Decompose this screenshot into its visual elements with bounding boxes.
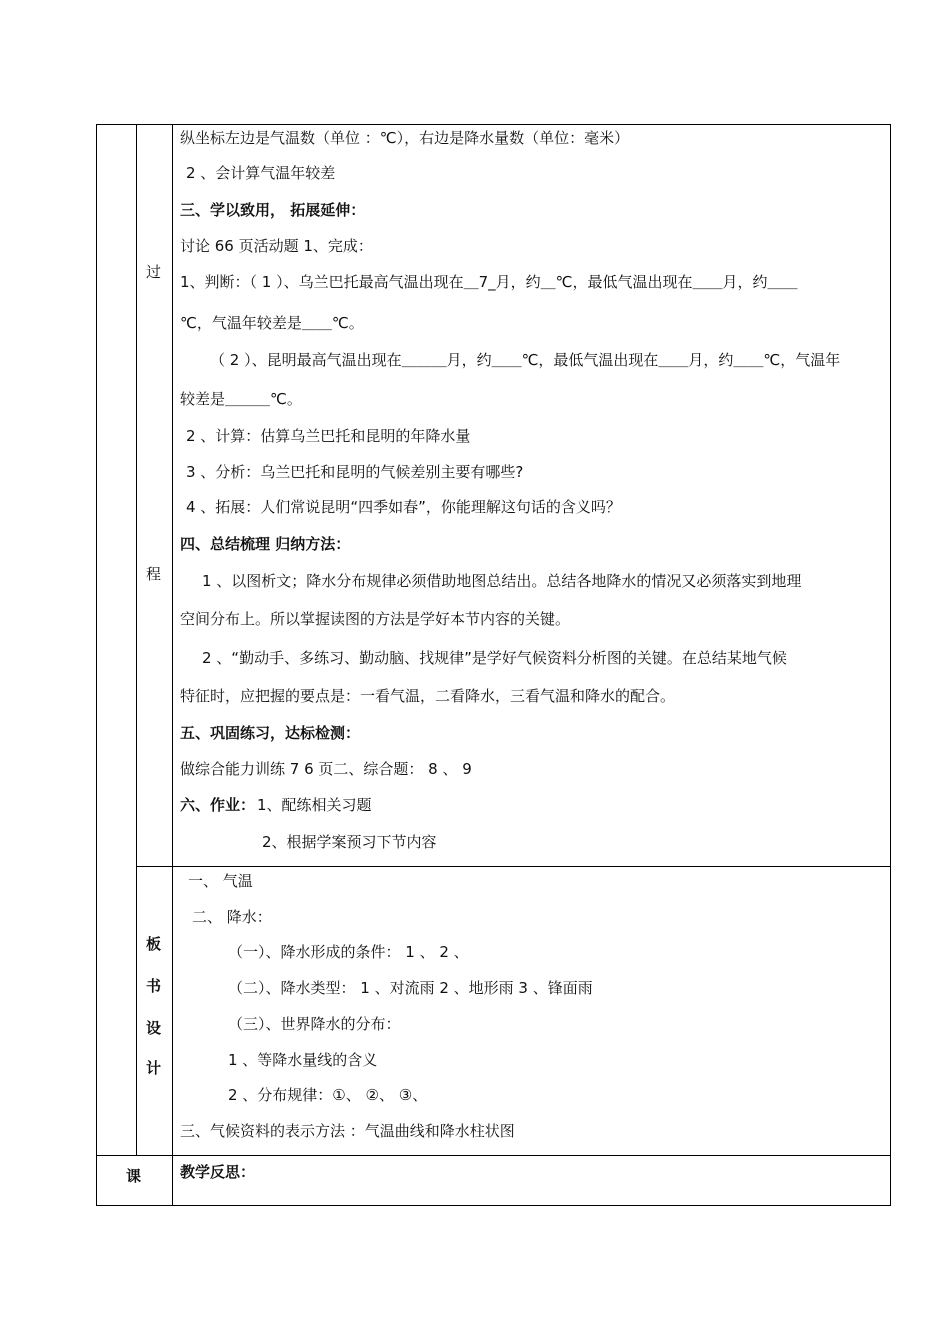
process-line-judge-2-cont: 较差是＿＿＿℃。 [180,390,302,408]
process-line-summary-1: 1 、以图析文；降水分布规律必须借助地图总结出。总结各地降水的情况又必须落实到地理 [202,572,802,590]
process-line-discussion: 讨论 66 页活动题 1、完成： [180,237,373,255]
process-line-homework-2: 2、根据学案预习下节内容 [262,833,437,851]
table-border-left [96,124,97,1206]
process-heading-practice: 五、巩固练习，达标检测： [180,724,361,742]
process-line-practice: 做综合能力训练 7 6 页二、综合题： 8 、 9 [180,760,472,778]
reflection-side-label: 课 [126,1167,142,1185]
board-side-label-shu: 书 [146,977,162,995]
board-side-label-she: 设 [146,1019,162,1037]
process-line-judge-1: 1、判断：（ 1 ）、乌兰巴托最高气温出现在＿7_月，约＿℃，最低气温出现在＿＿月，约＿＿ [180,273,798,291]
row-divider-reflection [96,1155,891,1156]
process-heading-apply: 三、学以致用， 拓展延伸： [180,201,366,219]
board-line-pattern: 2 、分布规律：①、 ②、 ③、 [228,1086,428,1104]
board-line-isohyet: 1 、等降水量线的含义 [228,1051,378,1069]
process-line-judge-1-cont: ℃，气温年较差是＿＿℃。 [180,314,364,332]
process-heading-summary: 四、总结梳理 归纳方法： [180,535,351,553]
process-line-summary-2-cont: 特征时，应把握的要点是：一看气温，二看降水，三看气温和降水的配合。 [180,687,676,705]
board-side-label-ban: 板 [146,935,162,953]
table-border-bottom [96,1205,891,1206]
board-line-temperature: 一、 气温 [188,872,253,890]
process-line-analyze: 3 、分析：乌兰巴托和昆明的气候差别主要有哪些? [186,463,524,481]
board-line-climate-data: 三、气候资料的表示方法 ：气温曲线和降水柱状图 [180,1122,515,1140]
board-line-types: （二）、降水类型： 1 、对流雨 2 、地形雨 3 、锋面雨 [228,979,593,997]
column-divider-main [172,124,173,1206]
process-side-label-cheng: 程 [146,565,162,583]
board-line-precipitation: 二、 降水： [192,908,272,926]
process-line-extend: 4 、拓展：人们常说昆明“四季如春”，你能理解这句话的含义吗？ [186,498,621,516]
process-heading-homework: 六、作业： [180,796,256,814]
process-line-judge-2: （ 2 ）、昆明最高气温出现在＿＿＿月，约＿＿℃，最低气温出现在＿＿月，约＿＿℃，气温年 [210,351,841,369]
table-border-right [890,124,891,1206]
board-side-label-ji: 计 [146,1059,162,1077]
board-line-distribution: （三）、世界降水的分布： [228,1015,401,1033]
process-line-temp-range: 2 、会计算气温年较差 [186,164,336,182]
table-border-top [96,124,891,125]
process-side-label-guo: 过 [146,263,162,281]
process-line-summary-2: 2 、“勤动手、多练习、勤动脑、找规律”是学好气候资料分析图的关键。在总结某地气候 [202,649,787,667]
board-line-conditions: （一）、降水形成的条件： 1 、 2 、 [228,943,469,961]
process-line-axis-units: 纵坐标左边是气温数（单位 ：℃），右边是降水量数（单位：毫米） [180,129,630,147]
process-line-summary-1-cont: 空间分布上。所以掌握读图的方法是学好本节内容的关键。 [180,610,571,628]
process-line-homework-1: 1、配练相关习题 [257,796,372,814]
process-line-calculate: 2 、计算：估算乌兰巴托和昆明的年降水量 [186,427,471,445]
row-divider-board [136,866,891,867]
column-divider-outer [136,124,137,1155]
reflection-heading: 教学反思： [180,1163,256,1181]
